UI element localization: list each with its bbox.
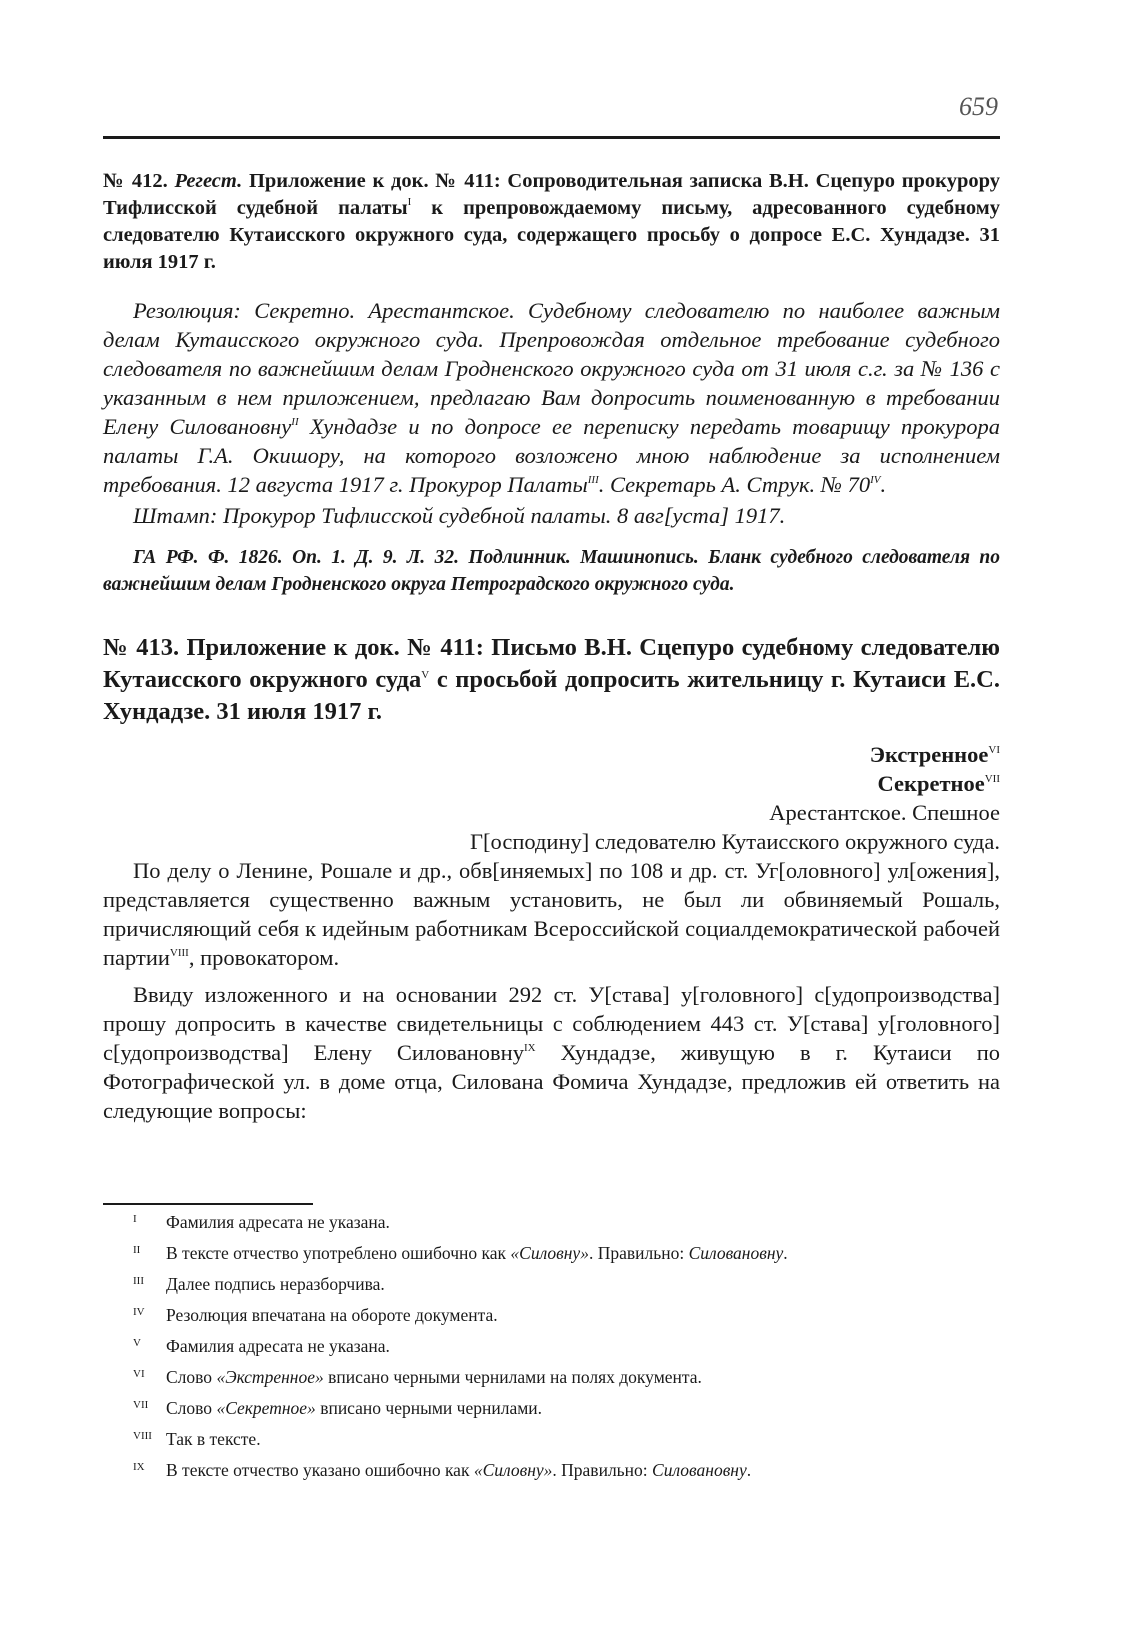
footnote-ref: III: [587, 474, 599, 486]
footnote-ref: II: [291, 416, 299, 428]
footnote-ref: VIII: [169, 947, 189, 959]
doc-413-title: № 413. Приложение к док. № 411: Письмо В.Н. Сцепуро судебному следователю Кутаисского окружного суда$^V$ с просьбой допросить жительницу г. Кутаиси Е.С. Хундадзе. 31 июля 1917 г.: [103, 634, 1000, 725]
footnote-ref: I: [407, 196, 412, 208]
letter-paragraph-2: Ввиду изложенного и на основании 292 ст. У[става] у[головного] с[удопроизводства] прошу допросить в качестве свидетельницы с соблюдением 443 ст. У[става] у[головного] с[удопроизводства] Елену Силовановну$^{IX}$ Хундадзе, живущую в г. Кутаиси по Фотографической ул. в доме отца, Силована Фомича Хундадзе, предложив ей ответить на следующие вопросы:: [103, 982, 1000, 1123]
header-rule: [103, 136, 1000, 139]
main-content: [103, 168, 1000, 1125]
mark-arrest: Арестантское. Спешное: [769, 800, 1000, 825]
footnote-rule: [103, 1203, 313, 1205]
footnote-ref: V: [421, 669, 430, 681]
footnote-ref: IX: [523, 1042, 536, 1054]
mark-urgent: Экстренное$^{VI}$: [869, 742, 1000, 767]
mark-secret: Секретное$^{VII}$: [877, 771, 1000, 796]
footnote: II В тексте отчество употреблено ошибочно как «Силовну». Правильно: Силовановну.: [133, 1243, 788, 1263]
footnote: VII Слово «Секретное» вписано черными чернилами.: [133, 1398, 543, 1418]
doc-412-archive-reference: ГА РФ. Ф. 1826. Оп. 1. Д. 9. Л. 32. Подлинник. Машинопись. Бланк судебного следователя по важнейшим делам Гродненского округа Петроградского окружного суда.: [103, 547, 1000, 595]
footnote-ref: IV: [870, 474, 881, 486]
footnote: VI Слово «Экстренное» вписано черными чернилами на полях документа.: [133, 1367, 702, 1387]
footnote-ref: VII: [984, 773, 1000, 785]
page-number: 659: [959, 92, 998, 121]
footnote-ref: VI: [988, 744, 1000, 756]
footnotes: [133, 1212, 993, 1491]
footnote: IX В тексте отчество указано ошибочно как «Силовну». Правильно: Силовановну.: [133, 1460, 752, 1480]
footnote: I Фамилия адресата не указана.: [133, 1212, 390, 1232]
doc-412-resolution: Резолюция: Секретно. Арестантское. Судебному следователю по наиболее важным делам Кутаисского окружного суда. Препровождая отдельное требование судебного следователя по важнейшим делам Гродненского окружного суда от 31 июля с.г. за № 136 с указанным в нем приложением, предлагаю Вам допросить поименованную в требовании Елену Силовановну$^{II}$ Хундадзе и по допросе ее переписку передать товарищу прокурора палаты Г.А. Окишору, на которого возложено мною наблюдение за исполнением требования. 12 августа 1917 г. Прокурор Палаты$^{III}$. Секретарь А. Струк. № $70^{IV}$.: [103, 298, 1000, 497]
footnote: IV Резолюция впечатана на обороте документа.: [133, 1305, 498, 1325]
footnote: VIII Так в тексте.: [133, 1429, 261, 1449]
doc-412-stamp: Штамп: Прокурор Тифлисской судебной палаты. 8 авг[уста] 1917.: [133, 503, 786, 528]
footnote: V Фамилия адресата не указана.: [133, 1336, 390, 1356]
addressee: Г[осподину] следователю Кутаисского окружного суда.: [470, 829, 1000, 854]
letter-paragraph-1: По делу о Ленине, Рошале и др., обв[иняемых] по 108 и др. ст. Уг[оловного] ул[ожения], представляется существенно важным установить, не был ли обвиняемый Рошаль, причисляющий себя к идейным работникам Всероссийской социалдемократической рабочей партии$^{VIII}$, провокатором.: [103, 858, 1000, 970]
doc-412-title: № 412. Регест. Приложение к док. № 411: Сопроводительная записка В.Н. Сцепуро прокурору Тифлисской судебной палаты$^I$ к препровождаемому письму, адресованного судебному следователю Кутаисского окружного суда, содержащего просьбу о допросе Е.С. Хундадзе. 31 июля 1917 г.: [103, 170, 1000, 273]
footnote: III Далее подпись неразборчива.: [133, 1274, 385, 1294]
